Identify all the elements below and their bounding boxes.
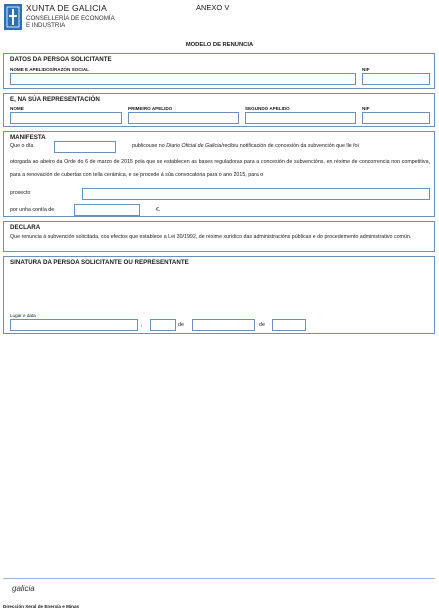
rep-name-input[interactable] [10, 112, 122, 124]
rep-surname1-label: PRIMEIRO APELIDO [128, 106, 173, 111]
comma-separator: , [141, 322, 143, 328]
declara-title: DECLARA [10, 224, 41, 231]
annex-title: ANEXO V [196, 3, 230, 12]
declara-text: Que renuncia á subvención solicitada, cos efectos que establece a Lei 30/1992, de réxime xurídico das administracións públicas e do procedemento administrativo común. [10, 234, 412, 240]
manifesta-title: MANIFESTA [10, 134, 46, 141]
form-title: MODELO DE RENUNCIA [185, 42, 254, 48]
rep-surname2-input[interactable] [245, 112, 356, 124]
year-input[interactable] [272, 319, 306, 331]
footer-divider [3, 578, 435, 579]
nif-label: NIF [362, 67, 370, 72]
representative-section [3, 93, 435, 127]
footer-department: Dirección Xeral de Enerxía e Minas [3, 604, 80, 609]
rep-name-label: NOME [10, 106, 24, 111]
name-label: NOME E APELIDOS/RAZÓN SOCIAL [10, 67, 89, 72]
manifesta-section [3, 131, 435, 217]
org-department [26, 15, 115, 29]
applicant-title: DATOS DA PERSOA SOLICITANTE [10, 56, 112, 63]
publication-text: publicouse no [132, 143, 165, 149]
representative-title: E, NA SÚA REPRESENTACIÓN [10, 96, 100, 103]
amount-label: por unha contía de [10, 207, 55, 213]
currency-label: €. [156, 207, 161, 213]
de-separator-1: de [178, 322, 184, 328]
org-department-line1: CONSELLERÍA DE ECONOMÍA [26, 15, 115, 22]
galicia-logo: galicia [12, 584, 35, 593]
notification-text: /recibiu notificación de concesión da subvención que lle foi [221, 143, 359, 149]
place-date-label: Lugar e data [10, 313, 36, 318]
publication-line [132, 141, 430, 151]
dog-name: Diario Oficial de Galicia [166, 143, 222, 149]
project-input[interactable] [82, 188, 430, 200]
place-input[interactable] [10, 319, 138, 331]
rep-nif-input[interactable] [362, 112, 430, 124]
xunta-logo [4, 4, 22, 30]
name-input[interactable] [10, 73, 356, 85]
project-label: proxecto [10, 190, 31, 196]
rep-nif-label: NIF [362, 106, 370, 111]
de-separator-2: de [259, 322, 265, 328]
declara-section [3, 221, 435, 252]
org-department-line2: E INDUSTRIA [26, 22, 66, 29]
day-input[interactable] [150, 319, 176, 331]
rep-surname2-label: SEGUNDO APELIDO [245, 106, 290, 111]
month-input[interactable] [192, 319, 255, 331]
nif-input[interactable] [362, 73, 430, 85]
order-paragraph: otorgada ao abeiro da Orde do 6 de marzo de 2015 pola que se establecen as bases reguladoras para a concesión de subvencións, en réxime de concorrencia non competitiva, para a renovación de cubertas con tella cerámica, e se procede á súa convocatoria para o ano 2015, para o [10, 159, 430, 178]
date-prefix: Que o día [10, 143, 34, 149]
rep-surname1-input[interactable] [128, 112, 239, 124]
org-name: XUNTA DE GALICIA [26, 3, 107, 13]
amount-input[interactable] [74, 204, 140, 216]
date-input[interactable] [54, 141, 116, 153]
signature-section [3, 256, 435, 334]
signature-title: SINATURA DA PERSOA SOLICITANTE OU REPRESENTANTE [10, 259, 189, 266]
applicant-section [3, 53, 435, 89]
